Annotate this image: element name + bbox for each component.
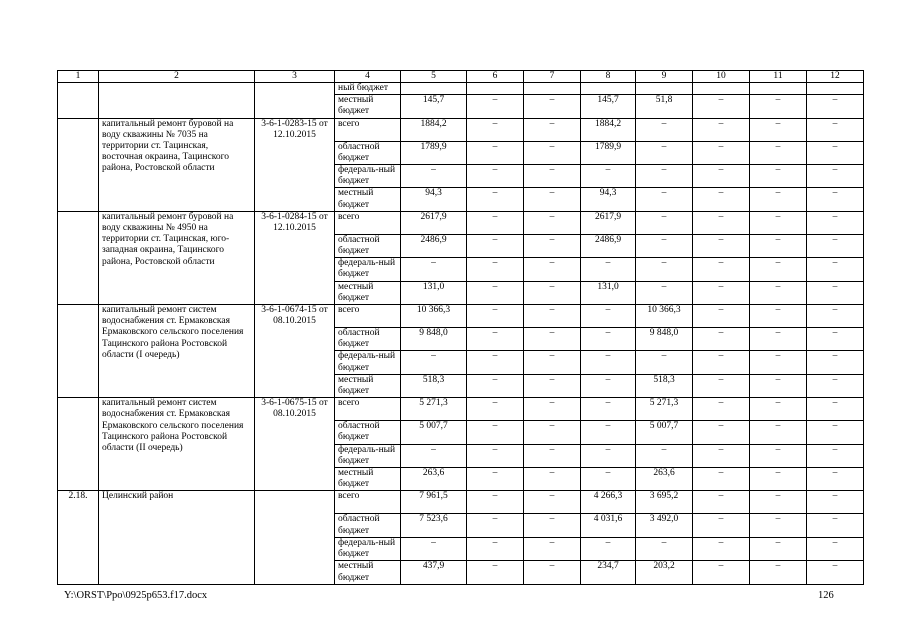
table-cell: федераль-ный бюджет (335, 444, 401, 467)
table-cell: – (693, 491, 750, 514)
table-cell: – (693, 351, 750, 374)
table-cell: федераль-ный бюджет (335, 165, 401, 188)
table-cell: – (693, 561, 750, 584)
table-cell: – (693, 374, 750, 397)
header-cell-3: 3 (255, 71, 335, 83)
table-cell: – (467, 374, 524, 397)
table-cell: – (581, 305, 636, 328)
table-cell: – (750, 258, 807, 281)
table-cell: – (636, 211, 693, 234)
table-cell: 5 007,7 (636, 421, 693, 444)
table-cell: – (750, 281, 807, 304)
table-cell: 7 961,5 (401, 491, 467, 514)
table-cell: – (807, 141, 864, 164)
table-cell: – (693, 281, 750, 304)
table-cell: всего (335, 118, 401, 141)
table-cell: – (750, 118, 807, 141)
table-cell: – (401, 537, 467, 560)
table-cell: – (693, 118, 750, 141)
table-row (58, 491, 864, 514)
table-cell: – (807, 188, 864, 211)
table-cell: – (467, 491, 524, 514)
table-cell: – (807, 211, 864, 234)
table-cell (693, 83, 750, 95)
table-cell: областной бюджет (335, 514, 401, 537)
table-cell: – (750, 188, 807, 211)
table-cell: – (750, 95, 807, 118)
table-cell (58, 83, 99, 119)
table-cell: – (524, 537, 581, 560)
table-cell: местный бюджет (335, 468, 401, 491)
table-cell: – (807, 281, 864, 304)
table-cell: – (750, 374, 807, 397)
table-cell: – (581, 258, 636, 281)
table-cell: местный бюджет (335, 374, 401, 397)
table-cell: 145,7 (581, 95, 636, 118)
table-cell: – (750, 421, 807, 444)
table-cell: капитальный ремонт систем водоснабжения ст. Ермаковская Ермаковского сельского поселения Тацинского района Ростовской области (I очередь) (99, 305, 255, 398)
table-cell: местный бюджет (335, 561, 401, 584)
table-cell: областной бюджет (335, 328, 401, 351)
table-cell: – (750, 141, 807, 164)
table-cell: – (750, 351, 807, 374)
table-cell: – (750, 234, 807, 257)
table-cell: местный бюджет (335, 188, 401, 211)
table-cell: 1884,2 (401, 118, 467, 141)
table-cell: – (636, 188, 693, 211)
table-cell: – (807, 374, 864, 397)
table-cell: – (807, 444, 864, 467)
table-cell: – (524, 421, 581, 444)
budget-table (57, 70, 864, 585)
table-cell: – (693, 305, 750, 328)
table-cell: – (636, 258, 693, 281)
table-cell: – (693, 421, 750, 444)
table-cell: местный бюджет (335, 95, 401, 118)
table-cell: 4 266,3 (581, 491, 636, 514)
table-cell: – (581, 398, 636, 421)
header-cell-9: 9 (636, 71, 693, 83)
table-cell: – (467, 188, 524, 211)
table-cell: федераль-ный бюджет (335, 258, 401, 281)
header-cell-7: 7 (524, 71, 581, 83)
table-cell: – (524, 351, 581, 374)
table-cell: 518,3 (401, 374, 467, 397)
table-cell: – (750, 468, 807, 491)
table-cell: всего (335, 491, 401, 514)
table-cell: – (467, 468, 524, 491)
table-cell: федераль-ный бюджет (335, 537, 401, 560)
table-cell (401, 83, 467, 95)
table-row (58, 83, 864, 95)
header-cell-10: 10 (693, 71, 750, 83)
table-cell: – (581, 444, 636, 467)
table-cell: – (750, 305, 807, 328)
table-cell: – (807, 328, 864, 351)
table-cell: – (807, 258, 864, 281)
table-cell: – (693, 328, 750, 351)
table-cell: – (636, 165, 693, 188)
table-cell: – (693, 514, 750, 537)
table-cell (58, 398, 99, 491)
table-cell: – (581, 421, 636, 444)
table-cell: 518,3 (636, 374, 693, 397)
table-cell: 3-6-1-0674-15 от 08.10.2015 (255, 305, 335, 398)
table-cell: – (524, 141, 581, 164)
table-cell: 3 492,0 (636, 514, 693, 537)
table-cell: – (750, 561, 807, 584)
table-cell (255, 491, 335, 584)
table-cell: – (636, 537, 693, 560)
table-cell: 5 007,7 (401, 421, 467, 444)
table-cell: – (807, 118, 864, 141)
table-cell: – (581, 468, 636, 491)
table-cell: 94,3 (581, 188, 636, 211)
table-cell: – (750, 491, 807, 514)
table-cell: – (807, 305, 864, 328)
table-cell: – (807, 95, 864, 118)
table-cell: 3-6-1-0675-15 от 08.10.2015 (255, 398, 335, 491)
table-cell: – (524, 165, 581, 188)
table-cell: капитальный ремонт буровой на воду скважины № 4950 на территории ст. Тацинская, юго-западная окраина, Тацинского района, Ростовской области (99, 211, 255, 304)
table-cell: 9 848,0 (636, 328, 693, 351)
table-cell: – (524, 188, 581, 211)
table-cell: – (807, 468, 864, 491)
table-cell: – (524, 328, 581, 351)
table-cell: федераль-ный бюджет (335, 351, 401, 374)
table-cell: капитальный ремонт систем водоснабжения ст. Ермаковская Ермаковского сельского поселения Тацинского района Ростовской области (II очередь) (99, 398, 255, 491)
table-cell: – (581, 328, 636, 351)
table-cell: – (693, 211, 750, 234)
table-cell: 9 848,0 (401, 328, 467, 351)
table-cell: – (693, 234, 750, 257)
table-cell: – (636, 351, 693, 374)
table-cell: – (750, 444, 807, 467)
table-cell: всего (335, 211, 401, 234)
table-cell: – (467, 165, 524, 188)
table-cell: – (636, 118, 693, 141)
table-cell: 2617,9 (581, 211, 636, 234)
table-cell: – (467, 398, 524, 421)
table-cell: – (467, 118, 524, 141)
table-cell (524, 83, 581, 95)
table-cell: 263,6 (401, 468, 467, 491)
table-cell: – (581, 374, 636, 397)
table-cell: – (467, 328, 524, 351)
table-cell: – (807, 351, 864, 374)
table-cell: – (524, 234, 581, 257)
table-cell (750, 83, 807, 95)
table-cell: 2486,9 (401, 234, 467, 257)
table-cell: 2.18. (58, 491, 99, 584)
table-cell: – (524, 468, 581, 491)
table-cell: – (524, 258, 581, 281)
table-cell (99, 83, 255, 119)
table-cell: – (750, 514, 807, 537)
table-cell: – (467, 95, 524, 118)
table-cell: – (524, 444, 581, 467)
table-cell: – (807, 491, 864, 514)
table-cell: – (750, 211, 807, 234)
table-cell: – (750, 328, 807, 351)
table-cell: – (401, 444, 467, 467)
table-cell: – (750, 165, 807, 188)
table-cell: – (807, 421, 864, 444)
table-cell: 131,0 (581, 281, 636, 304)
table-cell: областной бюджет (335, 421, 401, 444)
table-cell: – (467, 444, 524, 467)
table-cell: – (401, 258, 467, 281)
table-cell: – (581, 537, 636, 560)
table-cell: – (693, 165, 750, 188)
table-cell: – (807, 561, 864, 584)
table-cell: – (807, 537, 864, 560)
table-cell (581, 83, 636, 95)
table-cell: 5 271,3 (636, 398, 693, 421)
table-cell: – (401, 165, 467, 188)
table-cell: капитальный ремонт буровой на воду скважины № 7035 на территории ст. Тацинская, восточная окраина, Тацинского района, Ростовской области (99, 118, 255, 211)
table-cell: 3 695,2 (636, 491, 693, 514)
table-cell: областной бюджет (335, 234, 401, 257)
table-cell: 2486,9 (581, 234, 636, 257)
table-cell: – (693, 95, 750, 118)
header-row (58, 71, 864, 83)
table-cell: – (524, 514, 581, 537)
table-cell: – (693, 444, 750, 467)
table-cell: – (524, 95, 581, 118)
table-cell: – (524, 211, 581, 234)
table-cell: – (636, 281, 693, 304)
table-cell: 263,6 (636, 468, 693, 491)
table-cell: – (467, 141, 524, 164)
table-cell (467, 83, 524, 95)
table-cell: – (636, 234, 693, 257)
table-cell (807, 83, 864, 95)
table-cell (58, 118, 99, 211)
table-cell: – (807, 398, 864, 421)
table-cell: 94,3 (401, 188, 467, 211)
table-cell: – (467, 281, 524, 304)
table-cell (636, 83, 693, 95)
table-cell: – (524, 281, 581, 304)
table-cell: – (693, 188, 750, 211)
table-cell: Целинский район (99, 491, 255, 584)
table-cell: 437,9 (401, 561, 467, 584)
footer-file-path: Y:\ORST\Ppo\0925p653.f17.docx (64, 590, 208, 601)
table-cell: – (807, 165, 864, 188)
header-cell-4: 4 (335, 71, 401, 83)
table-cell: – (467, 537, 524, 560)
table-cell: 2617,9 (401, 211, 467, 234)
table-cell: 10 366,3 (401, 305, 467, 328)
header-cell-8: 8 (581, 71, 636, 83)
table-cell: – (467, 351, 524, 374)
table-cell: 1789,9 (581, 141, 636, 164)
table-cell: 5 271,3 (401, 398, 467, 421)
table-cell: – (467, 234, 524, 257)
table-cell: – (401, 351, 467, 374)
table-cell: местный бюджет (335, 281, 401, 304)
header-cell-5: 5 (401, 71, 467, 83)
table-cell: всего (335, 305, 401, 328)
table-cell: – (524, 491, 581, 514)
header-cell-12: 12 (807, 71, 864, 83)
table-cell: 234,7 (581, 561, 636, 584)
table-row (58, 305, 864, 328)
table-cell: 1884,2 (581, 118, 636, 141)
table-row (58, 118, 864, 141)
header-cell-1: 1 (58, 71, 99, 83)
table-cell: – (524, 305, 581, 328)
table-cell: – (467, 258, 524, 281)
table-cell: 51,8 (636, 95, 693, 118)
table-cell: – (750, 398, 807, 421)
table-cell: – (693, 141, 750, 164)
table-cell: областной бюджет (335, 141, 401, 164)
table-cell: 7 523,6 (401, 514, 467, 537)
table-row (58, 211, 864, 234)
header-cell-6: 6 (467, 71, 524, 83)
table-cell: – (467, 305, 524, 328)
table-cell: – (467, 514, 524, 537)
header-cell-2: 2 (99, 71, 255, 83)
table-cell: – (467, 211, 524, 234)
table-cell (58, 305, 99, 398)
table-cell (255, 83, 335, 119)
table-cell: – (693, 468, 750, 491)
table-cell: – (693, 258, 750, 281)
table-cell: – (636, 141, 693, 164)
table-cell: 4 031,6 (581, 514, 636, 537)
table-cell: – (524, 374, 581, 397)
table-cell: всего (335, 398, 401, 421)
table-cell: – (581, 351, 636, 374)
table-cell: 131,0 (401, 281, 467, 304)
table-cell: – (693, 398, 750, 421)
table-cell: – (636, 444, 693, 467)
table-cell: 203,2 (636, 561, 693, 584)
table-cell: 10 366,3 (636, 305, 693, 328)
table-cell: – (581, 165, 636, 188)
header-cell-11: 11 (750, 71, 807, 83)
table-cell: – (524, 561, 581, 584)
table-cell: – (524, 398, 581, 421)
table-cell: – (807, 514, 864, 537)
table-cell: – (807, 234, 864, 257)
table-cell (58, 211, 99, 304)
table-cell: – (750, 537, 807, 560)
page-number: 126 (818, 590, 834, 601)
table-cell: ный бюджет (335, 83, 401, 95)
table-cell: 3-6-1-0284-15 от 12.10.2015 (255, 211, 335, 304)
table-cell: 1789,9 (401, 141, 467, 164)
table-cell: 3-6-1-0283-15 от 12.10.2015 (255, 118, 335, 211)
table-cell: – (467, 421, 524, 444)
table-row (58, 398, 864, 421)
table-cell: – (693, 537, 750, 560)
table-cell: – (467, 561, 524, 584)
table-cell: 145,7 (401, 95, 467, 118)
table-cell: – (524, 118, 581, 141)
